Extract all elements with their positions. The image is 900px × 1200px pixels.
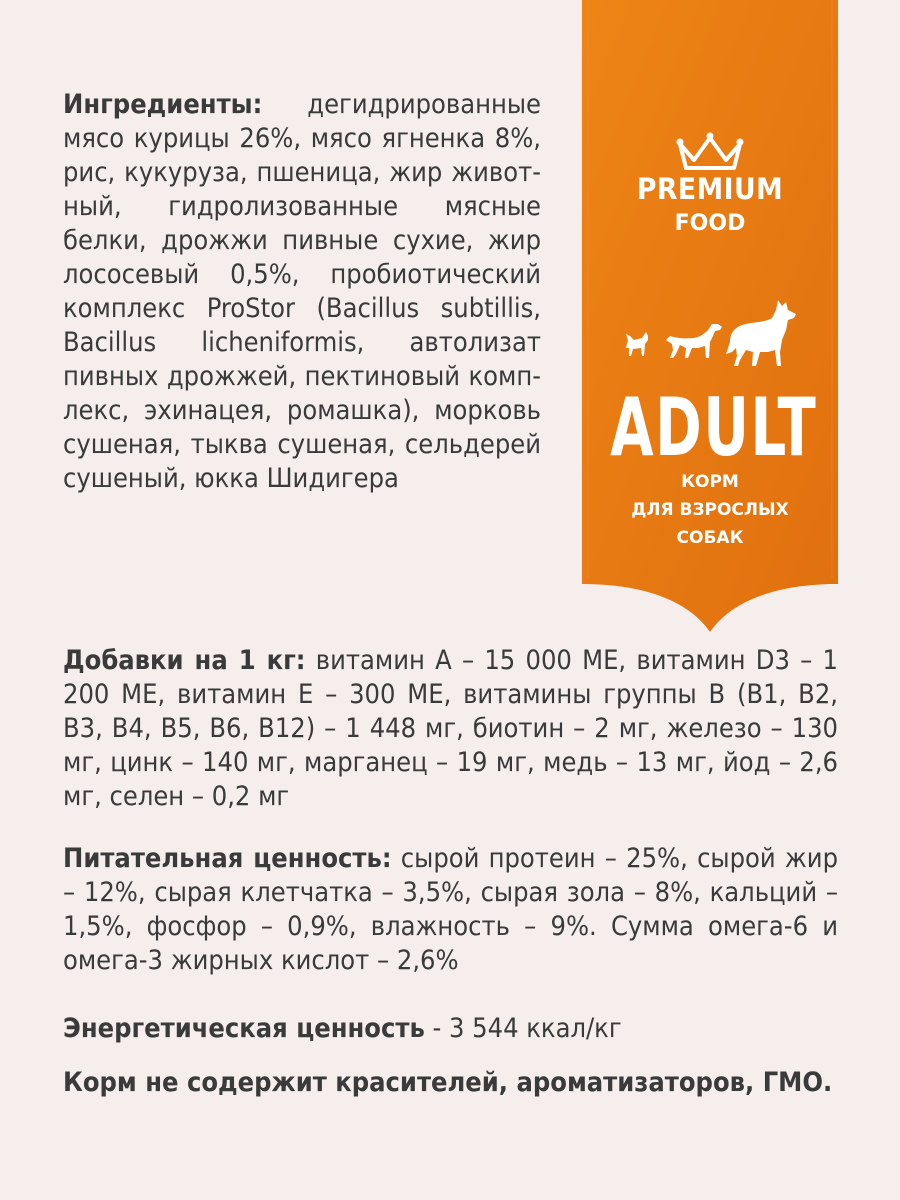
additives-text: витамин А – 15 000 МЕ, витамин D3 – 1 200 МЕ, витамин Е – 300 МЕ, витамины группы В (В1, В2, В3, В4, В5, В6, В12) – 1 448 мг, биотин – 2 мг, железо – 130 мг, цинк – 140 мг, марганец – 19 мг, медь – 13 мг, йод – 2,6 мг, селен – 0,2 мг bbox=[63, 645, 838, 812]
ingredients-text: дегидрированные мясо курицы 26%, мясо ягненка 8%, рис, кукуруза, пшеница, жир живот-ный, гидролизованные мясные белки, дрожжи пивные сухие, жир лососевый 0,5%, пробиотический комплекс ProStor (Bacillus subtillis, Bacillus licheniformis, автолизат пивных дрожжей, пектиновый комп-лекс, эхинацея, ромашка), морковь сушеная, тыква сушеная, сельдерей сушеный, юкка Шидигера bbox=[63, 89, 541, 494]
ingredients-label: Ингредиенты: bbox=[63, 89, 263, 120]
crown-icon bbox=[676, 132, 744, 172]
banner-line-korm: КОРМ bbox=[681, 472, 739, 492]
premium-food-banner bbox=[582, 0, 838, 632]
nutrition-text: сырой протеин – 25%, сырой жир – 12%, сырая клетчатка – 3,5%, сырая зола – 8%, кальций – 1,5%, фосфор – 0,9%, влажность – 9%. Сумма омега-6 и омега-3 жирных кислот – 2,6% bbox=[63, 843, 838, 976]
nutrition-label: Питательная ценность: bbox=[63, 843, 392, 874]
dogs-icon bbox=[618, 290, 802, 370]
banner-line-for-adults: ДЛЯ ВЗРОСЛЫХ bbox=[631, 500, 789, 520]
energy-text: - 3 544 ккал/кг bbox=[424, 1013, 622, 1044]
premium-label: PREMIUM bbox=[636, 172, 784, 206]
energy-label: Энергетическая ценность bbox=[63, 1013, 425, 1044]
energy-block bbox=[63, 1012, 838, 1046]
nutrition-block bbox=[63, 842, 838, 978]
food-label: FOOD bbox=[674, 211, 746, 236]
adult-title: ADULT bbox=[610, 381, 818, 474]
banner-line-dogs: СОБАК bbox=[676, 528, 744, 548]
ingredients-block bbox=[63, 88, 541, 496]
additives-block bbox=[63, 644, 838, 814]
additives-label: Добавки на 1 кг: bbox=[63, 645, 306, 676]
notice-text: Корм не содержит красителей, ароматизаторов, ГМО. bbox=[63, 1067, 833, 1098]
